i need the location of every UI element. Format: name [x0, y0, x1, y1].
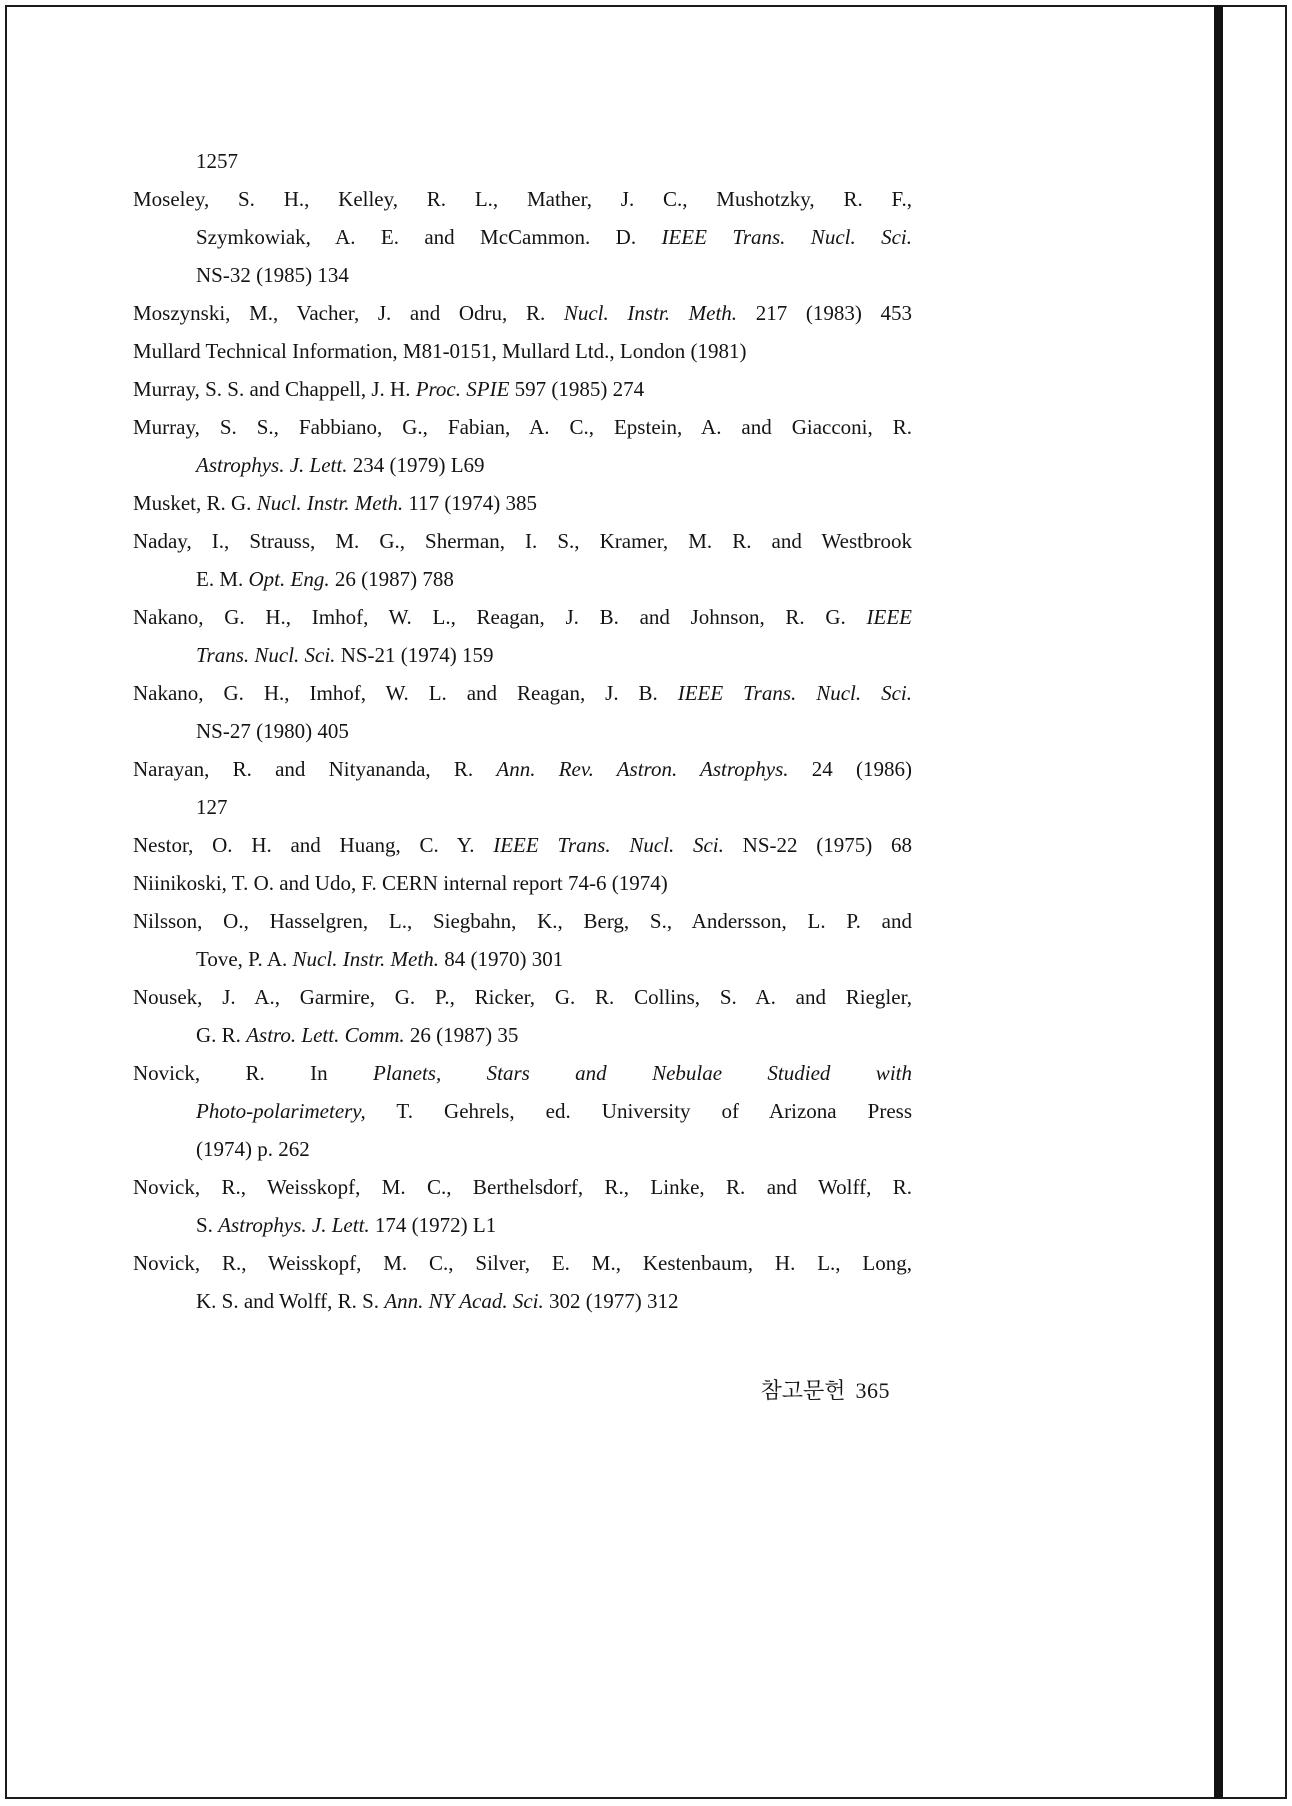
- plain-text: NS-32 (1985) 134: [196, 263, 349, 287]
- plain-text: 84 (1970) 301: [438, 947, 564, 971]
- plain-text: Mullard Technical Information, M81-0151, Mullard Ltd., London (1981): [133, 339, 747, 363]
- plain-text: Novick, R., Weisskopf, M. C., Berthelsdorf, R., Linke, R. and Wolff, R.: [133, 1175, 912, 1199]
- italic-text: Astro. Lett. Comm.: [246, 1023, 405, 1047]
- plain-text: Nestor, O. H. and Huang, C. Y.: [133, 833, 494, 857]
- plain-text: Nakano, G. H., Imhof, W. L. and Reagan, J. B.: [133, 681, 678, 705]
- reference-line: [133, 674, 912, 712]
- plain-text: E. M.: [196, 567, 249, 591]
- italic-text: IEEE Trans. Nucl. Sci.: [677, 681, 912, 705]
- reference-entry: [133, 826, 912, 864]
- plain-text: 174 (1972) L1: [369, 1213, 497, 1237]
- reference-line: [133, 446, 912, 484]
- reference-entry: [133, 1244, 912, 1320]
- plain-text: Niinikoski, T. O. and Udo, F. CERN internal report 74-6 (1974): [133, 871, 668, 895]
- reference-entry: [133, 674, 912, 750]
- reference-entry: [133, 598, 912, 674]
- reference-line: [133, 484, 912, 522]
- reference-entry: [133, 180, 912, 294]
- reference-entry: [133, 484, 912, 522]
- footer-label: 참고문헌: [760, 1378, 846, 1403]
- plain-text: NS-27 (1980) 405: [196, 719, 349, 743]
- reference-entry: [133, 750, 912, 826]
- reference-entry: [133, 370, 912, 408]
- reference-line: [133, 256, 912, 294]
- reference-line: [133, 218, 912, 256]
- italic-text: IEEE Trans. Nucl. Sci.: [493, 833, 724, 857]
- reference-line: [133, 408, 912, 446]
- reference-entry: [133, 864, 912, 902]
- plain-text: 24 (1986): [788, 757, 912, 781]
- reference-line: [133, 522, 912, 560]
- plain-text: Moseley, S. H., Kelley, R. L., Mather, J. C., Mushotzky, R. F.,: [133, 187, 912, 211]
- reference-line: [133, 598, 912, 636]
- italic-text: Nucl. Instr. Meth.: [563, 301, 738, 325]
- plain-text: Moszynski, M., Vacher, J. and Odru, R.: [133, 301, 564, 325]
- reference-entry: [133, 142, 912, 180]
- plain-text: Naday, I., Strauss, M. G., Sherman, I. S., Kramer, M. R. and Westbrook: [133, 529, 912, 553]
- plain-text: S.: [196, 1213, 219, 1237]
- plain-text: 217 (1983) 453: [737, 301, 912, 325]
- italic-text: Proc. SPIE: [415, 377, 510, 401]
- reference-entry: [133, 522, 912, 598]
- italic-text: Ann. NY Acad. Sci.: [384, 1289, 544, 1313]
- plain-text: 127: [196, 795, 228, 819]
- reference-entry: [133, 978, 912, 1054]
- plain-text: 117 (1974) 385: [403, 491, 538, 515]
- reference-line: [133, 370, 912, 408]
- plain-text: T. Gehrels, ed. University of Arizona Press: [365, 1099, 912, 1123]
- reference-line: [133, 1282, 912, 1320]
- plain-text: 26 (1987) 788: [329, 567, 454, 591]
- reference-line: [133, 332, 912, 370]
- reference-entry: [133, 408, 912, 484]
- plain-text: Murray, S. S., Fabbiano, G., Fabian, A. C., Epstein, A. and Giacconi, R.: [133, 415, 912, 439]
- plain-text: Novick, R., Weisskopf, M. C., Silver, E. M., Kestenbaum, H. L., Long,: [133, 1251, 912, 1275]
- reference-line: [133, 1016, 912, 1054]
- plain-text: Murray, S. S. and Chappell, J. H.: [133, 377, 416, 401]
- reference-line: [133, 1092, 912, 1130]
- reference-line: [133, 560, 912, 598]
- reference-line: [133, 142, 912, 180]
- plain-text: Narayan, R. and Nityananda, R.: [133, 757, 497, 781]
- italic-text: Ann. Rev. Astron. Astrophys.: [496, 757, 789, 781]
- plain-text: Novick, R. In: [133, 1061, 373, 1085]
- reference-line: [133, 940, 912, 978]
- italic-text: Astrophys. J. Lett.: [218, 1213, 370, 1237]
- plain-text: (1974) p. 262: [196, 1137, 310, 1161]
- plain-text: Szymkowiak, A. E. and McCammon. D.: [196, 225, 662, 249]
- italic-text: Trans. Nucl. Sci.: [196, 643, 336, 667]
- reference-entry: [133, 1168, 912, 1244]
- reference-line: [133, 636, 912, 674]
- reference-line: [133, 750, 912, 788]
- plain-text: Nilsson, O., Hasselgren, L., Siegbahn, K., Berg, S., Andersson, L. P. and: [133, 909, 912, 933]
- reference-line: [133, 864, 912, 902]
- references-list: [133, 142, 912, 1320]
- plain-text: G. R.: [196, 1023, 247, 1047]
- italic-text: Nucl. Instr. Meth.: [256, 491, 404, 515]
- reference-entry: [133, 332, 912, 370]
- page-edge-line: [1214, 5, 1223, 1799]
- reference-entry: [133, 902, 912, 978]
- italic-text: Nucl. Instr. Meth.: [292, 947, 439, 971]
- italic-text: IEEE: [866, 605, 912, 629]
- italic-text: Photo-polarimetery,: [196, 1099, 366, 1123]
- italic-text: IEEE Trans. Nucl. Sci.: [661, 225, 912, 249]
- plain-text: 597 (1985) 274: [509, 377, 645, 401]
- italic-text: Planets, Stars and Nebulae Studied with: [372, 1061, 912, 1085]
- reference-line: [133, 788, 912, 826]
- plain-text: 1257: [196, 149, 238, 173]
- footer-page-number: 365: [855, 1378, 890, 1403]
- reference-entry: [133, 294, 912, 332]
- page-footer: [133, 1376, 890, 1406]
- plain-text: NS-21 (1974) 159: [335, 643, 494, 667]
- plain-text: 234 (1979) L69: [347, 453, 485, 477]
- reference-line: [133, 978, 912, 1016]
- italic-text: Opt. Eng.: [248, 567, 330, 591]
- plain-text: 26 (1987) 35: [404, 1023, 519, 1047]
- plain-text: Nakano, G. H., Imhof, W. L., Reagan, J. B. and Johnson, R. G.: [133, 605, 867, 629]
- reference-line: [133, 294, 912, 332]
- reference-line: [133, 1054, 912, 1092]
- plain-text: 302 (1977) 312: [543, 1289, 679, 1313]
- plain-text: Nousek, J. A., Garmire, G. P., Ricker, G. R. Collins, S. A. and Riegler,: [133, 985, 912, 1009]
- reference-line: [133, 1130, 912, 1168]
- reference-line: [133, 1244, 912, 1282]
- plain-text: Tove, P. A.: [196, 947, 293, 971]
- italic-text: Astrophys. J. Lett.: [196, 453, 348, 477]
- reference-line: [133, 180, 912, 218]
- reference-line: [133, 1168, 912, 1206]
- reference-line: [133, 1206, 912, 1244]
- reference-line: [133, 826, 912, 864]
- plain-text: Musket, R. G.: [133, 491, 257, 515]
- reference-entry: [133, 1054, 912, 1168]
- reference-line: [133, 712, 912, 750]
- plain-text: K. S. and Wolff, R. S.: [196, 1289, 385, 1313]
- reference-line: [133, 902, 912, 940]
- plain-text: NS-22 (1975) 68: [723, 833, 912, 857]
